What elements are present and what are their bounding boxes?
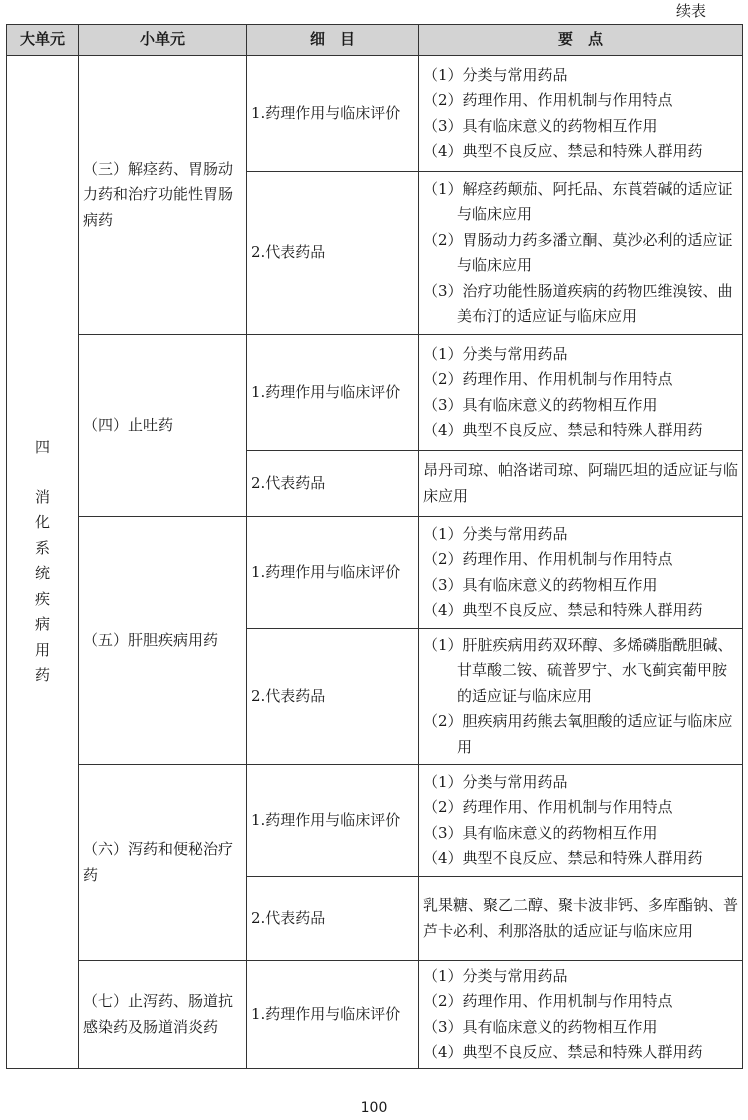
major-unit-label (11, 435, 74, 689)
major-unit-char: 用 (34, 640, 50, 659)
detail-label: 1.药理作用与临床评价 (251, 1004, 401, 1023)
detail-cell (247, 765, 419, 877)
key-point: （3）具有临床意义的药物相互作用 (423, 116, 658, 135)
table-row (7, 335, 743, 451)
key-points-cell (419, 451, 743, 517)
key-point: （3）治疗功能性肠道疾病的药物匹维溴铵、曲美布汀的适应证与临床应用 (423, 281, 733, 325)
header-row (7, 25, 743, 56)
major-unit-char: 疾 (34, 589, 50, 608)
detail-label: 2.代表药品 (251, 243, 326, 262)
detail-label: 2.代表药品 (251, 686, 326, 705)
key-point: （2）药理作用、作用机制与作用特点 (423, 992, 673, 1010)
major-unit-number: 四 (34, 438, 50, 457)
key-point: （2）药理作用、作用机制与作用特点 (423, 798, 673, 816)
key-points-cell (419, 877, 743, 961)
key-point: （1）肝脏疾病用药双环醇、多烯磷脂酰胆碱、甘草酸二铵、硫普罗宁、水飞蓟宾葡甲胺的适应证与临床应用 (423, 635, 733, 705)
table-row (7, 765, 743, 877)
key-points-cell (419, 765, 743, 877)
sub-unit-cell (79, 765, 247, 961)
key-points-cell (419, 335, 743, 451)
detail-label: 2.代表药品 (251, 908, 326, 927)
key-point: （3）具有临床意义的药物相互作用 (423, 575, 658, 594)
key-point: （4）典型不良反应、禁忌和特殊人群用药 (423, 601, 703, 619)
detail-cell (247, 517, 419, 629)
major-unit-cell (7, 56, 79, 1069)
major-unit-char: 药 (34, 666, 50, 685)
key-point: （4）典型不良反应、禁忌和特殊人群用药 (423, 142, 703, 160)
sub-unit-name: （三）解痉药、胃肠动力药和治疗功能性胃肠病药 (83, 159, 234, 229)
table-row (7, 56, 743, 172)
key-point: （4）典型不良反应、禁忌和特殊人群用药 (423, 1043, 703, 1061)
key-point: （2）药理作用、作用机制与作用特点 (423, 550, 673, 568)
major-unit-char: 系 (34, 538, 50, 557)
header-major-unit: 大单元 (7, 25, 79, 56)
key-point: （2）药理作用、作用机制与作用特点 (423, 370, 673, 388)
key-point: （4）典型不良反应、禁忌和特殊人群用药 (423, 849, 703, 867)
key-points-cell (419, 961, 743, 1069)
key-point: （1）分类与常用药品 (423, 65, 568, 84)
continued-label: 续表 (675, 2, 706, 20)
table-row (7, 961, 743, 1069)
detail-cell (247, 961, 419, 1069)
key-point: （2）胆疾病用药熊去氧胆酸的适应证与临床应用 (423, 712, 733, 756)
key-point: （2）胃肠动力药多潘立酮、莫沙必利的适应证与临床应用 (423, 230, 733, 274)
major-unit-char: 消 (34, 487, 50, 506)
key-point: （3）具有临床意义的药物相互作用 (423, 823, 658, 842)
sub-unit-name: （六）泻药和便秘治疗药 (83, 840, 234, 884)
key-point: （3）具有临床意义的药物相互作用 (423, 395, 658, 414)
detail-cell (247, 629, 419, 765)
major-unit-char: 统 (34, 564, 50, 583)
header-key-points: 要 点 (419, 25, 743, 56)
syllabus-table (6, 24, 743, 1069)
table-row (7, 517, 743, 629)
key-point-text: 昂丹司琼、帕洛诺司琼、阿瑞匹坦的适应证与临床应用 (423, 461, 739, 505)
sub-unit-cell (79, 56, 247, 335)
detail-label: 2.代表药品 (251, 473, 326, 492)
key-point: （1）解痉药颠茄、阿托品、东莨菪碱的适应证与临床应用 (423, 179, 733, 223)
key-point: （2）药理作用、作用机制与作用特点 (423, 91, 673, 109)
key-points-cell (419, 517, 743, 629)
key-point: （1）分类与常用药品 (423, 772, 568, 791)
detail-cell (247, 172, 419, 335)
detail-cell (247, 56, 419, 172)
sub-unit-cell (79, 961, 247, 1069)
sub-unit-cell (79, 335, 247, 517)
key-points-cell (419, 629, 743, 765)
header-sub-unit: 小单元 (79, 25, 247, 56)
sub-unit-name: （五）肝胆疾病用药 (83, 630, 219, 649)
key-point: （1）分类与常用药品 (423, 524, 568, 543)
detail-label: 1.药理作用与临床评价 (251, 562, 401, 581)
key-points-cell (419, 172, 743, 335)
key-point: （3）具有临床意义的药物相互作用 (423, 1017, 658, 1036)
header-detail: 细 目 (247, 25, 419, 56)
detail-label: 1.药理作用与临床评价 (251, 810, 401, 829)
major-unit-char: 病 (34, 615, 50, 634)
key-point: （1）分类与常用药品 (423, 966, 568, 985)
detail-cell (247, 451, 419, 517)
key-point: （4）典型不良反应、禁忌和特殊人群用药 (423, 421, 703, 439)
key-point: （1）分类与常用药品 (423, 344, 568, 363)
major-unit-char: 化 (34, 513, 50, 532)
syllabus-body (7, 56, 743, 1069)
sub-unit-name: （四）止吐药 (83, 415, 174, 434)
page-number: 100 (360, 1100, 388, 1116)
detail-label: 1.药理作用与临床评价 (251, 382, 401, 401)
sub-unit-cell (79, 517, 247, 765)
key-points-cell (419, 56, 743, 172)
detail-cell (247, 335, 419, 451)
key-point-text: 乳果糖、聚乙二醇、聚卡波非钙、多库酯钠、普芦卡必利、利那洛肽的适应证与临床应用 (423, 896, 739, 940)
detail-label: 1.药理作用与临床评价 (251, 103, 401, 122)
detail-cell (247, 877, 419, 961)
sub-unit-name: （七）止泻药、肠道抗感染药及肠道消炎药 (83, 992, 234, 1036)
